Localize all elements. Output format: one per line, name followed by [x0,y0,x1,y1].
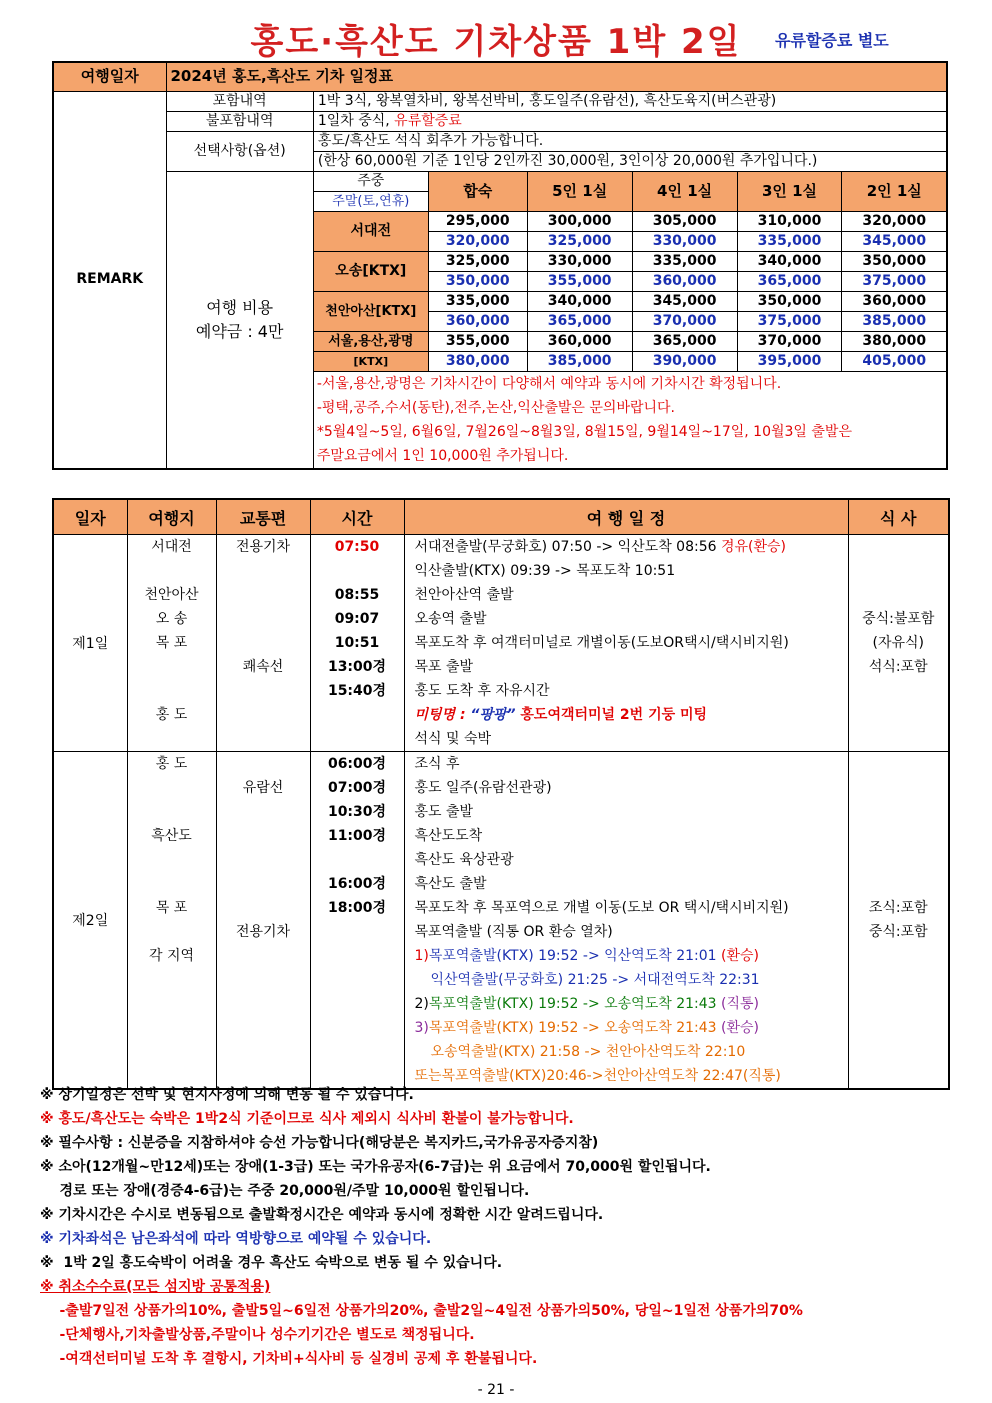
room-header-4: 2인 1실 [842,171,947,211]
remark-label: REMARK [53,91,166,469]
room-header-0: 합숙 [428,171,527,211]
page-number: - 21 - [477,1382,515,1398]
price-cell: 380,000 [842,331,947,351]
page-title-area [0,14,992,63]
station-seodaejeon: 서대전 [313,211,428,251]
price-cell-weekend: 365,000 [527,311,632,331]
day1-meals: 중식:불포함 (자유식) 석식:포함 [848,535,949,752]
price-cell-weekend: 350,000 [428,271,527,291]
price-cell: 320,000 [842,211,947,231]
price-cell: 355,000 [428,331,527,351]
note-line: ※ 필수사항 : 신분증을 지참하셔야 승선 가능합니다(해당분은 복지카드,국가유공자증지참) [40,1135,599,1151]
included-label: 포함내역 [166,91,313,111]
price-cell: 300,000 [527,211,632,231]
room-header-1: 5인 1실 [527,171,632,211]
price-cell-weekend: 355,000 [527,271,632,291]
day2-label: 제2일 [53,752,127,1090]
itinerary-table [52,498,950,1090]
summary-table [52,61,948,470]
price-cell: 335,000 [632,251,737,271]
option-line-2: (한상 60,000원 기준 1인당 2인까진 30,000원, 3인이상 20,000원 추가입니다.) [313,151,947,171]
price-cell-weekend: 335,000 [737,231,842,251]
price-cell: 360,000 [842,291,947,311]
schedule-header: 2024년 홍도,흑산도 기차 일정표 [166,62,947,91]
price-cell-weekend: 385,000 [527,351,632,371]
day2-times: 06:00경 07:00경 10:30경 11:00경 16:00경 18:00경 [310,752,404,1090]
note-line: 경로 또는 장애(경증4-6급)는 주중 20,000원/주말 10,000원 할인됩니다. [40,1183,530,1199]
day2-meals: 조식:포함 중식:포함 [848,752,949,1090]
price-cell: 340,000 [527,291,632,311]
price-cell: 340,000 [737,251,842,271]
price-cell: 350,000 [737,291,842,311]
col-day: 일자 [53,499,127,535]
weekend-label: 주말(토,연휴) [313,191,428,211]
price-cell: 330,000 [527,251,632,271]
price-cell-weekend: 345,000 [842,231,947,251]
excluded-label: 불포함내역 [166,111,313,131]
page-title: 홍도·흑산도 기차상품 1박 2일 [250,22,742,62]
price-cell: 325,000 [428,251,527,271]
col-time: 시간 [310,499,404,535]
note-line: ※ 기차시간은 수시로 변동됨으로 출발확정시간은 예약과 동시에 정확한 시간 알려드립니다. [40,1207,604,1223]
note-line: ※ 상기일정은 선박 및 현지사정에 의해 변동 될 수 있습니다. [40,1087,414,1103]
price-cell: 305,000 [632,211,737,231]
note-line: ※ 1박 2일 홍도숙박이 어려울 경우 흑산도 숙박으로 변동 될 수 있습니다. [40,1255,503,1271]
price-cell-weekend: 375,000 [737,311,842,331]
day1-places: 서대전 천안아산 오 송 목 포 홍 도 [127,535,216,752]
price-cell: 335,000 [428,291,527,311]
notes-section [40,1083,960,1371]
price-cell-weekend: 360,000 [428,311,527,331]
day1-schedule: 서대전출발(무궁화호) 07:50 -> 익산도착 08:56 경유(환승) 익산출발(KTX) 09:39 -> 목포도착 10:51 천안아산역 출발 오송역 출발 목포도착 후 여객터미널로 개별이동(도보OR택시/택시비지원) 목포 출발 홍도 도착 후 자유시간 미팅명 : “팡팡” 홍도여객터미널 2번 기둥 미팅 석식 및 숙박 [404,535,848,752]
note-line: ※ 소아(12개월~만12세)또는 장애(1-3급) 또는 국가유공자(6-7급)는 위 요금에서 70,000원 할인됩니다. [40,1159,711,1175]
col-transport: 교통편 [216,499,310,535]
price-cell-weekend: 360,000 [632,271,737,291]
day1-transport: 전용기차 쾌속선 [216,535,310,752]
price-cell: 365,000 [632,331,737,351]
note-line: -여객선터미널 도착 후 결항시, 기차비+식사비 등 실경비 공제 후 환불됩니다. [40,1351,538,1367]
price-notes: -서울,용산,광명은 기차시간이 다양해서 예약과 동시에 기차시간 확정됩니다. -평택,공주,수서(동탄),전주,논산,익산출발은 문의바랍니다. *5월4일~5일, 6월6일, 7월26일~8월3일, 8월15일, 9월14일~17일, 10월3일 출발은 주말요금에서 1인 10,000원 추가됩니다. [313,371,947,469]
station-cheonan-asan: 천안아산[KTX] [313,291,428,331]
price-cell: 295,000 [428,211,527,231]
day1-times: 07:50 08:55 09:07 10:51 13:00경 15:40경 [310,535,404,752]
price-cell: 345,000 [632,291,737,311]
station-seoul: 서울,용산,광명 [313,331,428,351]
col-destination: 여행지 [127,499,216,535]
price-cell-weekend: 370,000 [632,311,737,331]
excluded-value: 1일차 중식, 유류할증료 [313,111,947,131]
price-cell-weekend: 395,000 [737,351,842,371]
room-header-2: 4인 1실 [632,171,737,211]
note-line: -단체행사,기차출발상품,주말이나 성수기기간은 별도로 책정됩니다. [40,1327,475,1343]
room-header-3: 3인 1실 [737,171,842,211]
price-cell: 310,000 [737,211,842,231]
price-cell-weekend: 330,000 [632,231,737,251]
station-osong: 오송[KTX] [313,251,428,291]
fuel-surcharge-note: 유류할증료 별도 [775,31,889,50]
price-cell-weekend: 385,000 [842,311,947,331]
note-line: ※ 홍도/흑산도는 숙박은 1박2식 기준이므로 식사 제외시 식사비 환불이 불가능합니다. [40,1111,574,1127]
price-cell-weekend: 320,000 [428,231,527,251]
price-cell: 360,000 [527,331,632,351]
note-line: ※ 기차좌석은 남은좌석에 따라 역방향으로 예약될 수 있습니다. [40,1231,432,1247]
col-schedule: 여 행 일 정 [404,499,848,535]
price-cell: 370,000 [737,331,842,351]
included-value: 1박 3식, 왕복열차비, 왕복선박비, 홍도일주(유람선), 흑산도육지(버스관광) [313,91,947,111]
day2-places: 홍 도 흑산도 목 포 각 지역 [127,752,216,1090]
price-cell-weekend: 380,000 [428,351,527,371]
price-cell-weekend: 405,000 [842,351,947,371]
note-line: ※ 취소수수료(모든 섬지방 공통적용) [40,1279,271,1295]
cost-label: 여행 비용 예약금 : 4만 [166,171,313,469]
price-cell-weekend: 365,000 [737,271,842,291]
weekday-label: 주중 [313,171,428,191]
day2-transport: 유람선 전용기차 [216,752,310,1090]
travel-date-header: 여행일자 [53,62,166,91]
col-meal: 식 사 [848,499,949,535]
station-seoul-sub: [KTX] [313,351,428,371]
price-cell-weekend: 375,000 [842,271,947,291]
note-line: -출발7일전 상품가의10%, 출발5일~6일전 상품가의20%, 출발2일~4일전 상품가의50%, 당일~1일전 상품가의70% [40,1303,803,1319]
price-cell-weekend: 325,000 [527,231,632,251]
option-line-1: 홍도/흑산도 석식 회추가 가능합니다. [313,131,947,151]
day1-label: 제1일 [53,535,127,752]
price-cell: 350,000 [842,251,947,271]
day2-schedule: 조식 후 홍도 일주(유람선관광) 홍도 출발 흑산도도착 흑산도 육상관광 흑산도 출발 목포도착 후 목포역으로 개별 이동(도보 OR 택시/택시비지원) 목포역출발 (직통 OR 환승 열차) 1)목포역출발(KTX) 19:52 -> 익산역도착 21:01 (환승) 익산역출발(무궁화호) 21:25 -> 서대전역도착 22:31 2)목포역출발(KTX) 19:52 -> 오송역도착 21:43 (직통) 3)목포역출발(KTX) 19:52 -> 오송역도착 21:43 (환승) 오송역출발(KTX) 21:58 -> 천안아산역도착 22:10 또는목포역출발(KTX)20:46->천안아산역도착 22:47(직통) [404,752,848,1090]
price-cell-weekend: 390,000 [632,351,737,371]
option-label: 선택사항(옵션) [166,131,313,171]
